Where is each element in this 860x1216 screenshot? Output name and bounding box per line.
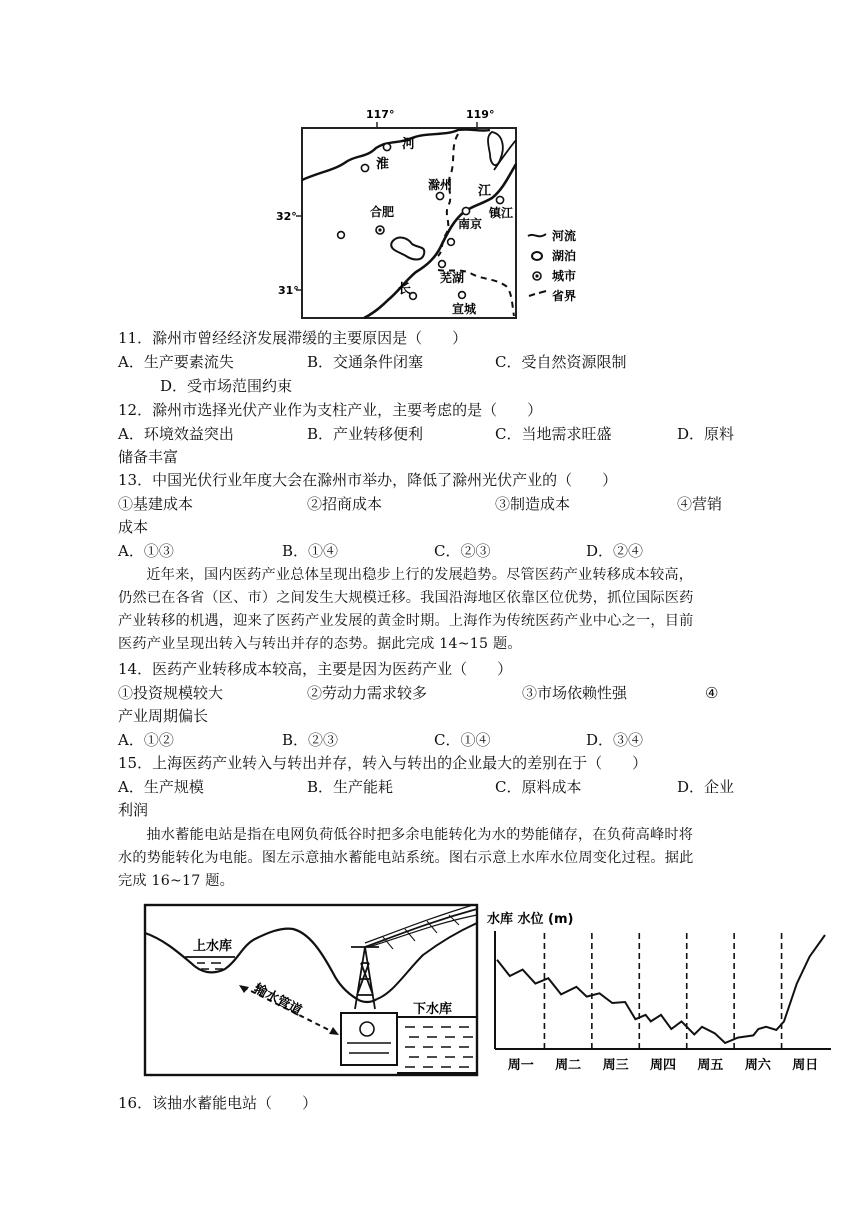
lon-label-117: 117° <box>366 108 395 121</box>
huai-river <box>302 129 490 180</box>
question-13-stem: 13．中国光伏行业年度大会在滁州市举办，降低了滁州光伏产业的（ ） <box>118 471 618 489</box>
region-map-figure <box>276 100 620 330</box>
q14-option-c: C．①④ <box>434 731 491 749</box>
q12-option-b: B．产业转移便利 <box>307 425 424 443</box>
passage-storage-line-2: 水的势能转化为电能。图左示意抽水蓄能电站系统。图右示意上水库水位周变化过程。据此 <box>118 850 694 866</box>
label-hefei: 合肥 <box>370 205 395 219</box>
label-chang: 长 <box>398 282 412 297</box>
huai-city-dot <box>383 143 390 150</box>
region-map <box>276 100 620 330</box>
q14-item-4-cont: 产业周期偏长 <box>118 707 209 725</box>
passage-pumped-storage <box>118 824 730 893</box>
zhenjiang-city-dot <box>496 196 503 203</box>
q14-option-d: D．③④ <box>586 731 644 749</box>
q14-item-2: ②劳动力需求较多 <box>307 684 428 702</box>
water-level-chart <box>483 903 833 1078</box>
x-tick-label: 周五 <box>697 1058 724 1073</box>
huai2-city-dot <box>361 164 368 171</box>
pipeline-label: 输水管道 <box>251 981 305 1019</box>
q13-item-4: ④营销 <box>677 495 723 513</box>
label-chuzhou: 滁州 <box>428 178 453 192</box>
lower-reservoir-label: 下水库 <box>413 1002 453 1017</box>
x-tick-label: 周二 <box>555 1058 582 1073</box>
x-tick-label: 周四 <box>649 1058 677 1073</box>
label-xuancheng: 宣城 <box>452 302 477 316</box>
question-14-stem: 14．医药产业转移成本较高，主要是因为医药产业（ ） <box>118 660 513 678</box>
province-border-icon <box>529 291 546 296</box>
label-jiang: 江 <box>478 184 492 199</box>
legend-label-border: 省界 <box>552 289 577 303</box>
q12-option-a: A．环境效益突出 <box>118 425 234 443</box>
lake-circle-icon <box>532 252 542 260</box>
nanjing-city-dot <box>462 207 469 214</box>
lat-label-32: 32° <box>276 210 297 223</box>
legend-label-river: 河流 <box>552 229 577 243</box>
xuancheng-city-dot <box>459 292 466 299</box>
q15-option-c: C．原料成本 <box>495 778 582 796</box>
chart-ylabel: 水库 水位 (m) <box>487 912 574 927</box>
label-huai: 淮 <box>376 157 390 172</box>
label-zhenjiang: 镇江 <box>489 206 514 220</box>
q13-option-d: D．②④ <box>586 542 644 560</box>
question-12-stem: 12．滁州市选择光伏产业作为支柱产业，主要考虑的是（ ） <box>118 401 543 419</box>
x-tick-label: 周三 <box>602 1058 629 1073</box>
q13-item-2: ②招商成本 <box>307 495 383 513</box>
legend-label-lake: 湖泊 <box>552 249 577 263</box>
x-tick-label: 周一 <box>507 1058 534 1073</box>
maanshan-city-dot <box>448 239 455 246</box>
lon-label-119: 119° <box>466 108 495 121</box>
q11-option-a: A．生产要素流失 <box>118 353 234 371</box>
q13-item-4-cont: 成本 <box>118 518 149 536</box>
passage-pharma-line-1: 近年来，国内医药产业总体呈现出稳步上行的发展趋势。尽管医药产业转移成本较高， <box>146 567 694 583</box>
passage-pharma-line-4: 医药产业呈现出转入与转出并存的态势。据此完成 14~15 题。 <box>118 636 522 652</box>
q12-option-d: D．原料 <box>677 425 735 443</box>
q13-item-3: ③制造成本 <box>495 495 571 513</box>
passage-storage-line-3: 完成 16~17 题。 <box>118 873 234 889</box>
label-wuhu: 芜湖 <box>440 271 465 285</box>
q13-option-b: B．①④ <box>282 542 339 560</box>
passage-storage-line-1: 抽水蓄能电站是指在电网负荷低谷时把多余电能转化为水的势能储存，在负荷高峰时将 <box>146 827 694 843</box>
q11-option-d: D．受市场范围约束 <box>160 377 293 395</box>
x-tick-label: 周日 <box>792 1058 819 1073</box>
q14-option-a: A．①② <box>118 731 174 749</box>
q13-item-1: ①基建成本 <box>118 495 194 513</box>
q15-option-d: D．企业 <box>677 778 735 796</box>
west-city-dot <box>338 232 345 239</box>
pumped-storage-diagram <box>143 903 483 1078</box>
map-legend <box>528 228 576 303</box>
passage-pharma <box>118 564 730 656</box>
q14-item-1: ①投资规模较大 <box>118 684 224 702</box>
q15-option-a: A．生产规模 <box>118 778 204 796</box>
label-nanjing: 南京 <box>458 217 483 231</box>
question-15-stem: 15．上海医药产业转入与转出并存，转入与转出的企业最大的差别在于（ ） <box>118 754 648 772</box>
q13-option-a: A．①③ <box>118 542 174 560</box>
q14-option-b: B．②③ <box>282 731 339 749</box>
q14-item-4: ④ <box>705 684 719 702</box>
passage-pharma-line-2: 仍然已在各省（区、市）之间发生大规模迁移。我国沿海地区依靠区位优势，抓位国际医药 <box>118 590 694 606</box>
q14-item-3: ③市场依赖性强 <box>522 684 628 702</box>
chuzhou-city-dot <box>436 192 443 199</box>
passage-pharma-line-3: 产业转移的机遇，迎来了医药产业发展的黄金时期。上海作为传统医药产业中心之一，目前 <box>118 613 694 629</box>
q15-option-b: B．生产能耗 <box>307 778 394 796</box>
q15-option-d-cont: 利润 <box>118 801 149 819</box>
q13-option-c: C．②③ <box>434 542 491 560</box>
water-level-series-line <box>497 935 825 1043</box>
chaohu-lake <box>391 238 424 260</box>
lat-label-31: 31° <box>278 284 299 297</box>
q12-option-c: C．当地需求旺盛 <box>495 425 612 443</box>
wuhu-city-dot <box>439 261 446 268</box>
label-he: 河 <box>402 137 416 152</box>
power-house <box>341 1013 397 1065</box>
river-line-icon <box>528 234 546 236</box>
q11-option-b: B．交通条件闭塞 <box>307 353 424 371</box>
question-11-stem: 11．滁州市曾经经济发展滞缓的主要原因是（ ） <box>118 329 468 347</box>
q12-option-d-cont: 储备丰富 <box>118 448 179 466</box>
upper-reservoir-label: 上水库 <box>193 939 233 954</box>
legend-label-city: 城市 <box>552 269 577 283</box>
x-tick-label: 周六 <box>744 1058 771 1073</box>
question-16-stem: 16．该抽水蓄能电站（ ） <box>118 1094 318 1112</box>
q11-option-c: C．受自然资源限制 <box>495 353 627 371</box>
